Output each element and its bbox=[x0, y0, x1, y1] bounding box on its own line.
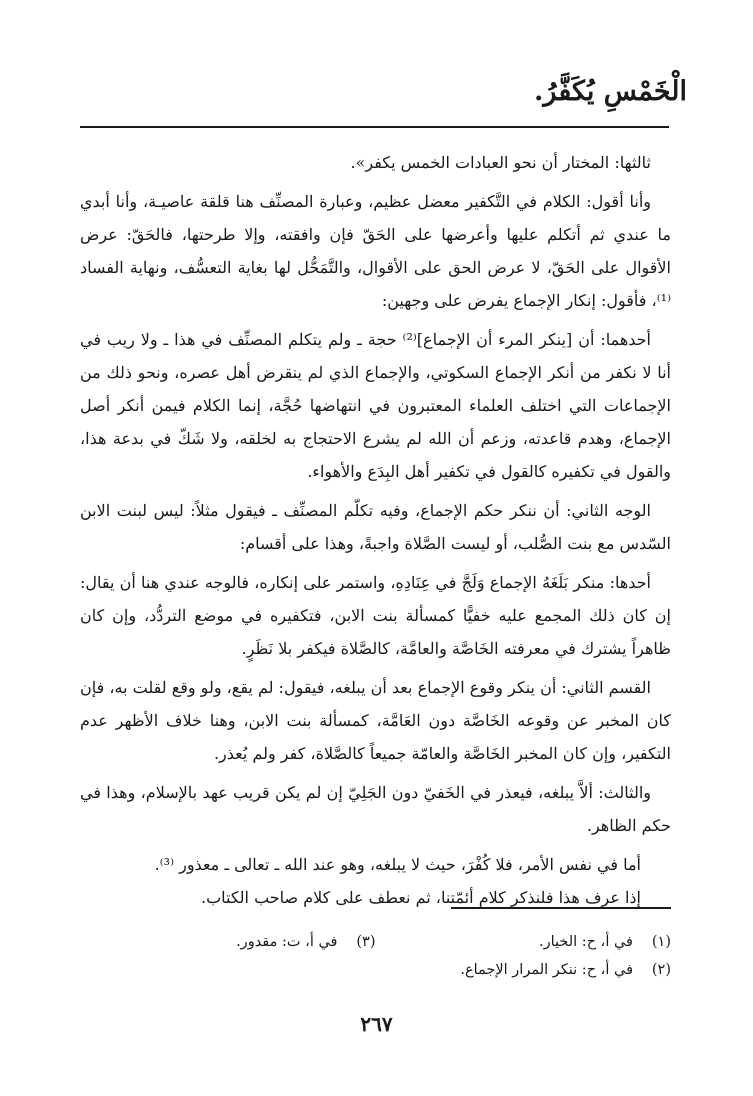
footnote-number: (٢) bbox=[651, 962, 671, 978]
footnote-text: في أ، ح: الخيار. bbox=[538, 934, 633, 950]
header-rule bbox=[80, 126, 669, 128]
paragraph-7: والثالث: ألاَّ يبلغه، فيعذر في الخَفيّ دون الجَلِيّ إن لم يكن قريب عهد بالإسلام، وهذا في حكم الظاهر. bbox=[80, 783, 671, 835]
paragraph-9: إذا عرف هذا فلنذكر كلام أئمّتنا، ثم نعطف على كلام صاحب الكتاب. bbox=[200, 888, 641, 907]
paragraph-8: أما في نفس الأمر، فلا كُفْرَ، حيث لا يبلغه، وهو عند الله ـ تعالى ـ معذور ⁽³⁾. bbox=[154, 855, 641, 874]
footnote-rule bbox=[451, 907, 671, 909]
paragraph-3: أحدهما: أن [ينكر المرء أن الإجماع]⁽²⁾ حجة ـ ولم يتكلم المصنِّف في هذا ـ ولا ريب في أنا لا نكفر من أنكر الإجماع السكوتي، والإجماع الذي لم ينقرض أهل عصره، ونحو ذلك من الإجماعات التي اختلف العلماء المعتبرون في انتهاضها حُجَّة، إنما الكلام فيمن أنكر أصل الإجماع، وهدم قاعدته، وزعم أن الله لم يشرع الاحتجاج به لخلقه، ولا شَكّ في بدعة هذا، والقول في تكفيره كالقول في تكفير أهل البِدَع والأهواء. bbox=[80, 330, 671, 481]
main-text bbox=[80, 146, 671, 914]
paragraph-4: الوجه الثاني: أن ننكر حكم الإجماع، وفيه تكلّم المصنِّف ـ فيقول مثلاً: ليس لبنت الابن السّدس مع بنت الصُّلب، أو ليست الصَّلاة واجبةً، وهذا على أقسام: bbox=[80, 501, 671, 553]
footnote-number: (١) bbox=[651, 934, 671, 950]
running-header-title: الْخَمْسِ يُكَفَّرُ. bbox=[534, 76, 687, 107]
footnotes bbox=[80, 928, 671, 984]
footnote-number: (٣) bbox=[356, 934, 376, 950]
page-number: ٢٦٧ bbox=[360, 1012, 393, 1036]
paragraph-5: أحدها: منكر بَلَغَهُ الإجماع وَلَجَّ في عِنَادِهِ، واستمر على إنكاره، فالوجه عندي هنا أن يقال: إن كان ذلك المجمع عليه خفيًّا كمسألة بنت الابن، فتكفيره في موضع التردُّد، وإن كان ظاهراً يشترك في معرفته الخَاصَّة والعامَّة، كالصَّلاة فيكفر بلا نَظَرٍ. bbox=[80, 573, 671, 658]
paragraph-2: وأنا أقول: الكلام في التَّكفير معضل عظيم، وعبارة المصنِّف هنا قلقة عاصيـة، وأنا أبدي ما عندي ثم أتكلم عليها وأعرضها على الحَقّ فإن وافقته، وإلا طرحتها، فالحَقّ: عرض الأقوال على الحَقّ، لا عرض الحق على الأقوال، والتَّمَحُّل لها بغاية التعسُّف، ونهاية الفساد ⁽¹⁾، فأقول: إنكار الإجماع يفرض على وجهين: bbox=[80, 192, 671, 310]
paragraph-6: القسم الثاني: أن ينكر وقوع الإجماع بعد أن يبلغه، فيقول: لم يقع، ولو وقع لقلت به، فإن كان المخبر عن وقوعه الخَاصَّة دون العَامَّة، كمسألة بنت الابن، وهنا خلاف الأظهر عدم التكفير، وإن كان المخبر الخَاصَّة والعامّة جميعاً كالصَّلاة، كفر ولم يُعذر. bbox=[80, 678, 672, 763]
footnote-text: في أ، ت: مقدور. bbox=[236, 934, 338, 950]
footnote-3 bbox=[80, 934, 376, 950]
footnote-1 bbox=[376, 934, 672, 950]
paragraph-1: ثالثها: المختار أن نحو العبادات الخمس يكفر». bbox=[350, 153, 651, 172]
footnote-row bbox=[80, 928, 671, 956]
footnote-text: في أ، ح: ننكر المرار الإجماع. bbox=[460, 962, 633, 978]
footnote-2 bbox=[371, 962, 671, 978]
footnote-row bbox=[80, 956, 671, 984]
